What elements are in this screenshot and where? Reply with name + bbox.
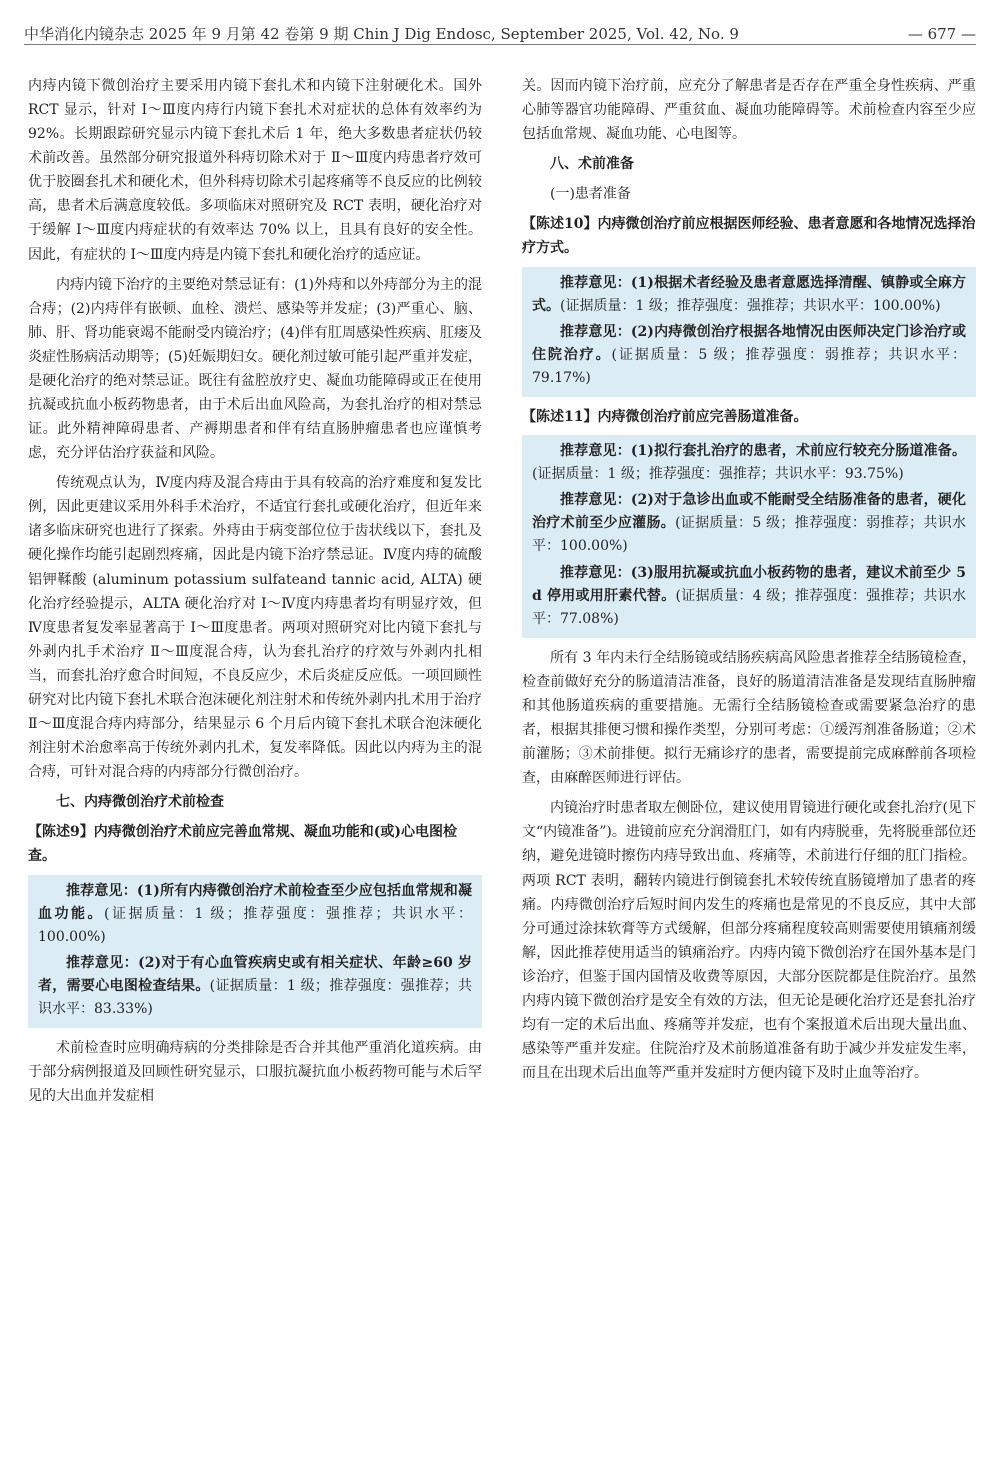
journal-citation-header: 中华消化内镜杂志 2025 年 9 月第 42 卷第 9 期 Chin J Dig Endosc, September 2025, Vol. 42, No. 9 — [24, 24, 739, 43]
evidence-grade: (证据质量：4 级；推荐强度：强推荐；共识水平：77.08%) — [532, 587, 966, 627]
recommendation-text: 推荐意见：(1)根据术者经验及患者意愿选择清醒、镇静或全麻方式。 — [532, 274, 966, 314]
recommendation-text: 推荐意见：(2)对于急诊出血或不能耐受全结肠准备的患者，硬化治疗术前至少应灌肠。 — [532, 492, 966, 532]
recommendation-text: 推荐意见：(3)服用抗凝或抗血小板药物的患者，建议术前至少 5 d 停用或用肝素代替。 — [532, 564, 966, 604]
evidence-grade: (证据质量：5 级；推荐强度：弱推荐；共识水平：79.17%) — [532, 346, 966, 386]
running-header — [24, 16, 976, 45]
recommendation-text: 推荐意见：(1)所有内痔微创治疗术前检查至少应包括血常规和凝血功能。 — [38, 882, 472, 922]
recommendation — [532, 272, 966, 318]
page-number: — 677 — — [907, 24, 976, 43]
statement-11: 【陈述11】内痔微创治疗前应完善肠道准备。 — [522, 409, 808, 426]
paragraph: 内痔内镜下微创治疗主要采用内镜下套扎术和内镜下注射硬化术。国外 RCT 显示，针对 Ⅰ～Ⅲ度内痔行内镜下套扎术对症状的总体有效率约为 92%。长期跟踪研究显示内镜下套扎术后 1 年，绝大多数患者症状仍较术前改善。虽然部分研究报道外科痔切除术对于 Ⅱ～Ⅲ度内痔患者疗效可优于胶圈套扎术和硬化术，但外科痔切除术引起疼痛等不良反应的比例较高，患者术后满意度较低。多项临床对照研究及 RCT 表明，硬化治疗对于缓解 Ⅰ～Ⅲ度内痔症状的有效率达 70% 以上，且具有良好的安全性。因此，有症状的 Ⅰ～Ⅲ度内痔是内镜下套扎和硬化治疗的适应证。 — [28, 78, 482, 263]
recommendation — [532, 562, 966, 631]
recommendation-text: 推荐意见：(1)拟行套扎治疗的患者，术前应行较充分肠道准备。 — [560, 443, 966, 460]
recommendation — [532, 440, 966, 486]
evidence-grade: (证据质量：5 级；推荐强度：弱推荐；共识水平：100.00%) — [532, 515, 966, 555]
paragraph: 术前检查时应明确痔病的分类排除是否合并其他严重消化道疾病。由于部分病例报道及回顾性研究显示，口服抗凝抗血小板药物可能与术后罕见的大出血并发症相 — [28, 1040, 482, 1105]
paragraph: 传统观点认为，Ⅳ度内痔及混合痔由于具有较高的治疗难度和复发比例，因此更建议采用外科手术治疗，不适宜行套扎或硬化治疗，但近年来诸多临床研究也进行了探索。外痔由于病变部位位于齿状线以下，套扎及硬化操作均能引起剧烈疼痛，因此是内镜下治疗禁忌证。Ⅳ度内痔的硫酸铝钾鞣酸 (aluminum potassium sulfateand tannic acid, ALTA) 硬化治疗经验提示，ALTA 硬化治疗对 Ⅰ～Ⅳ度内痔患者均有明显疗效，但Ⅳ度患者复发率显著高于 Ⅰ～Ⅲ度患者。两项对照研究对比内镜下套扎与外剥内扎手术治疗 Ⅱ～Ⅲ度混合痔，认为套扎治疗的疗效与外剥内扎相当，而套扎治疗愈合时间短，不良反应少，术后炎症反应低。一项回顾性研究对比内镜下套扎术联合泡沫硬化剂注射术和传统外剥内扎术用于治疗 Ⅱ～Ⅲ度混合痔内痔部分，结果显示 6 个月后内镜下套扎术联合泡沫硬化剂注射术治愈率高于传统外剥内扎术，复发率降低。因此以内痔为主的混合痔，可针对混合痔的内痔部分行微创治疗。 — [28, 475, 482, 781]
right-column — [522, 74, 976, 1114]
evidence-grade: (证据质量：1 级；推荐强度：强推荐；共识水平：100.00%) — [38, 905, 472, 945]
evidence-grade: (证据质量：1 级；推荐强度：强推荐；共识水平：100.00%) — [560, 297, 941, 314]
paragraph: 内痔内镜下治疗的主要绝对禁忌证有：(1)外痔和以外痔部分为主的混合痔；(2)内痔伴有嵌顿、血栓、溃烂、感染等并发症；(3)严重心、脑、肺、肝、肾功能衰竭不能耐受内镜治疗；(4)伴有肛周感染性疾病、肛瘘及炎症性肠病活动期等；(5)妊娠期妇女。硬化剂过敏可能引起严重并发症，是硬化治疗的绝对禁忌证。既往有盆腔放疗史、凝血功能障碍或正在使用抗凝或抗血小板药物患者，由于术后出血风险高，为套扎治疗的相对禁忌证。此外精神障碍患者、产褥期患者和伴有结直肠肿瘤患者也应谨慎考虑，充分评估治疗获益和风险。 — [28, 276, 482, 462]
recommendation — [38, 952, 472, 1021]
statement-10: 【陈述10】内痔微创治疗前应根据医师经验、患者意愿和各地情况选择治疗方式。 — [522, 216, 976, 257]
recommendation-text: 推荐意见：(2)对于有心血管疾病史或有相关症状、年龄≥60 岁者，需要心电图检查结果。 — [38, 954, 472, 994]
recommendation-box-11 — [522, 435, 976, 638]
recommendation-box-10 — [522, 267, 976, 397]
statement-9: 【陈述9】内痔微创治疗术前应完善血常规、凝血功能和(或)心电图检查。 — [28, 824, 457, 865]
subsection-heading: (一)患者准备 — [550, 186, 631, 203]
left-column — [28, 74, 482, 1114]
section-heading: 八、术前准备 — [550, 156, 634, 173]
evidence-grade: (证据质量：1 级；推荐强度：强推荐；共识水平：93.75%) — [532, 466, 904, 483]
recommendation-text: 推荐意见：(2)内痔微创治疗根据各地情况由医师决定门诊治疗或住院治疗。 — [532, 323, 966, 363]
evidence-grade: (证据质量：1 级；推荐强度：强推荐；共识水平：83.33%) — [38, 977, 472, 1017]
section-heading: 七、内痔微创治疗术前检查 — [56, 794, 224, 811]
paragraph: 所有 3 年内未行全结肠镜或结肠疾病高风险患者推荐全结肠镜检查，检查前做好充分的肠道清洁准备，良好的肠道清洁准备是发现结直肠肿瘤和其他肠道疾病的重要措施。无需行全结肠镜检查或需要紧急治疗的患者，根据其排便习惯和操作类型，分别可考虑：①缓泻剂准备肠道；②术前灌肠；③术前排便。拟行无痛诊疗的患者，需要提前完成麻醉前各项检查，由麻醉医师进行评估。 — [522, 649, 976, 787]
recommendation — [532, 489, 966, 558]
recommendation — [38, 880, 472, 949]
paragraph: 关。因而内镜下治疗前，应充分了解患者是否存在严重全身性疾病、严重心肺等器官功能障碍、严重贫血、凝血功能障碍等。术前检查内容至少应包括血常规、凝血功能、心电图等。 — [522, 78, 976, 143]
recommendation-box-9 — [28, 875, 482, 1029]
recommendation — [532, 321, 966, 390]
article-body — [28, 74, 976, 1114]
paragraph: 内镜治疗时患者取左侧卧位，建议使用胃镜进行硬化或套扎治疗(见下文“内镜准备”)。进镜前应充分润滑肛门，如有内痔脱垂，先将脱垂部位还纳，避免进镜时擦伤内痔导致出血、疼痛等，术前进行仔细的肛门指检。两项 RCT 表明，翻转内镜进行倒镜套扎术较传统直肠镜增加了患者的疼痛。内痔微创治疗后短时间内发生的疼痛也是常见的不良反应，其中大部分可通过涂抹软膏等方式缓解，但部分疼痛程度较高则需要使用镇痛剂缓解，因此推荐使用适当的镇痛治疗。内痔内镜下微创治疗在国外基本是门诊治疗，但鉴于国内国情及收费等原因，大部分医院都是住院治疗。虽然内痔内镜下微创治疗是安全有效的方法，但无论是硬化治疗还是套扎治疗均有一定的术后出血、疼痛等并发症，也有个案报道术后出现大量出血、感染等严重并发症。住院治疗及术前肠道准备有助于减少并发症发生率，而且在出现术后出血等严重并发症时方便内镜下及时止血等治疗。 — [522, 800, 976, 1082]
